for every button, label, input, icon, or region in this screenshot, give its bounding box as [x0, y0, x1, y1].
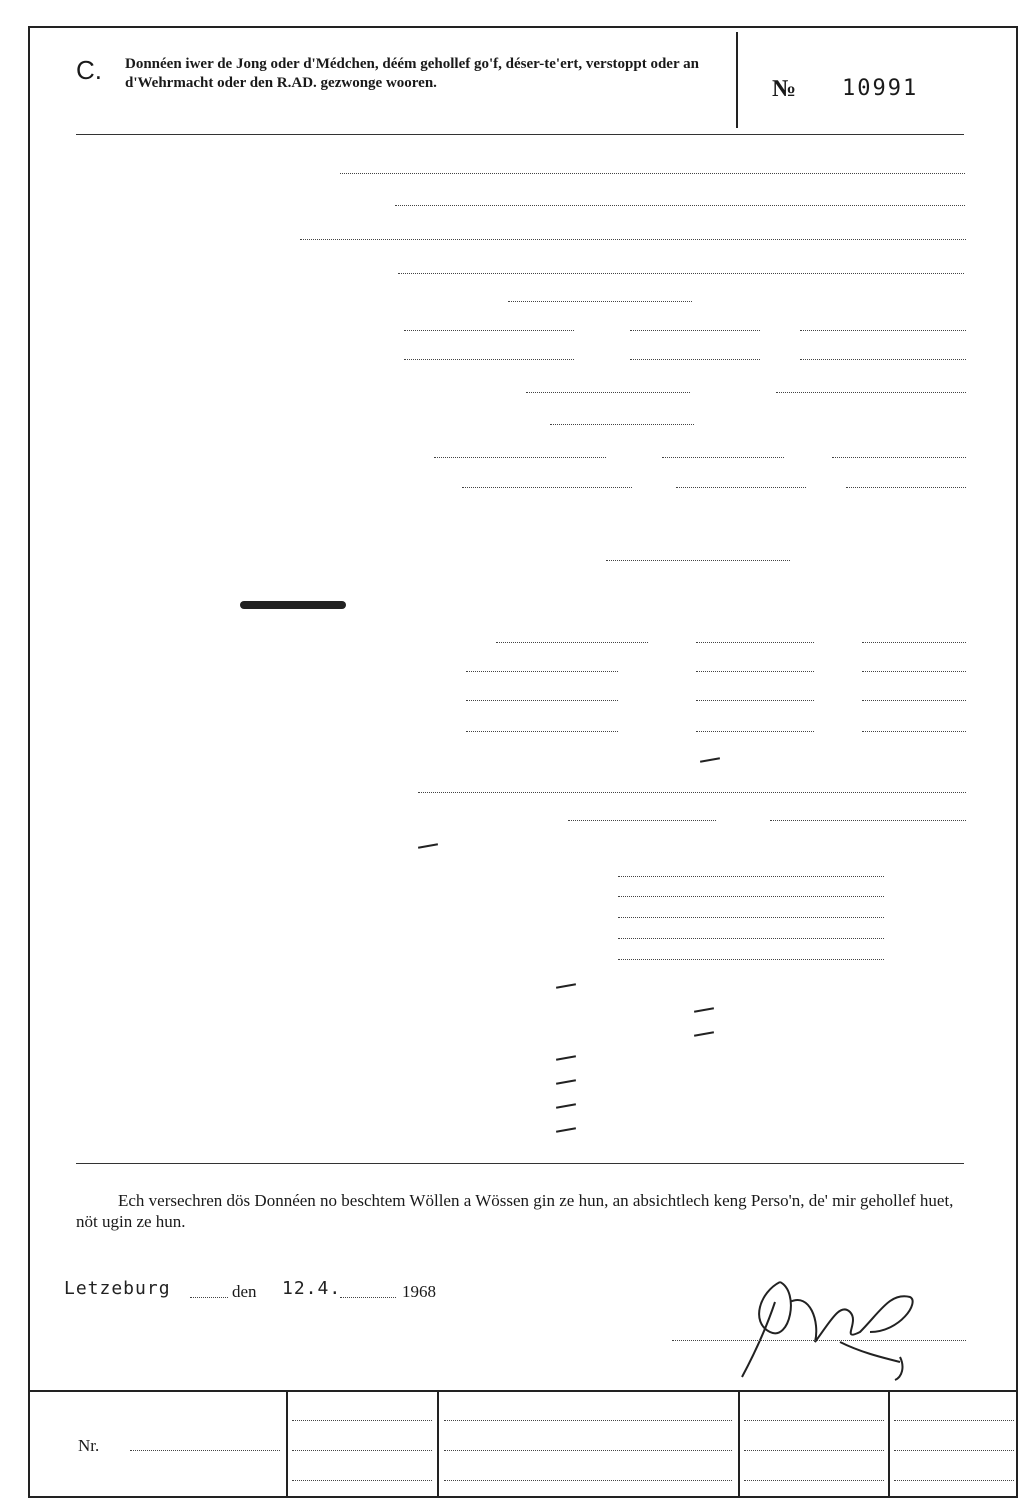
form-rows	[0, 0, 1024, 18]
fill-line	[862, 671, 966, 672]
header-divider	[736, 32, 738, 128]
declaration-rule	[76, 1163, 964, 1164]
signature	[720, 1262, 920, 1392]
fill-line	[618, 876, 884, 877]
fill-line	[466, 671, 618, 672]
fill-line	[676, 487, 806, 488]
fill-line	[696, 700, 814, 701]
fill-line	[696, 731, 814, 732]
fill-line	[606, 560, 790, 561]
fill-line	[770, 820, 966, 821]
fill-line	[404, 330, 574, 331]
number-symbol: №	[772, 76, 797, 102]
fill-line	[526, 392, 690, 393]
section-letter: C.	[76, 55, 102, 85]
fill-line	[404, 359, 574, 360]
fill-line	[776, 392, 966, 393]
fill-line	[862, 642, 966, 643]
fill-line	[862, 731, 966, 732]
fill-line	[340, 173, 965, 174]
bottom-rule	[28, 1390, 1018, 1392]
fill-line	[395, 205, 965, 206]
fill-line	[662, 457, 784, 458]
date-field: 12.4.	[282, 1278, 342, 1299]
fill-line	[496, 642, 648, 643]
fill-line	[462, 487, 632, 488]
fill-line	[466, 731, 618, 732]
place-field: Letzeburg	[64, 1278, 171, 1299]
fill-line	[508, 301, 692, 302]
fill-line	[630, 330, 760, 331]
fill-line	[300, 239, 966, 240]
fill-line	[434, 457, 606, 458]
fill-line	[398, 273, 964, 274]
declaration-text: Ech versechren dös Donnéen no beschtem Wöllen a Wössen gin ze hun, an absichtlech keng Perso'n, de' mir gehollef huet, nöt ugin ze hun.	[76, 1191, 954, 1231]
fill-line	[618, 959, 884, 960]
fill-line	[550, 424, 694, 425]
form-number: 10991	[842, 76, 919, 101]
fill-line	[568, 820, 716, 821]
fill-line	[832, 457, 966, 458]
fill-line	[800, 330, 966, 331]
fill-line	[630, 359, 760, 360]
fill-line	[800, 359, 966, 360]
crossed-out-mark	[240, 601, 346, 609]
nr-label: Nr.	[78, 1436, 100, 1455]
fill-line	[862, 700, 966, 701]
fill-line	[696, 671, 814, 672]
fill-line	[466, 700, 618, 701]
year-label: 1968	[402, 1282, 436, 1301]
fill-line	[618, 917, 884, 918]
fill-line	[418, 792, 966, 793]
header-rule	[76, 134, 964, 135]
fill-line	[846, 487, 966, 488]
fill-line	[696, 642, 814, 643]
den-label: den	[232, 1282, 257, 1301]
fill-line	[618, 896, 884, 897]
fill-line	[618, 938, 884, 939]
form-title: Donnéen iwer de Jong oder d'Médchen, déém gehollef go'f, déser-te'ert, verstoppt oder an d'Wehrmacht oder den R.AD. gezwonge wooren.	[125, 56, 699, 91]
